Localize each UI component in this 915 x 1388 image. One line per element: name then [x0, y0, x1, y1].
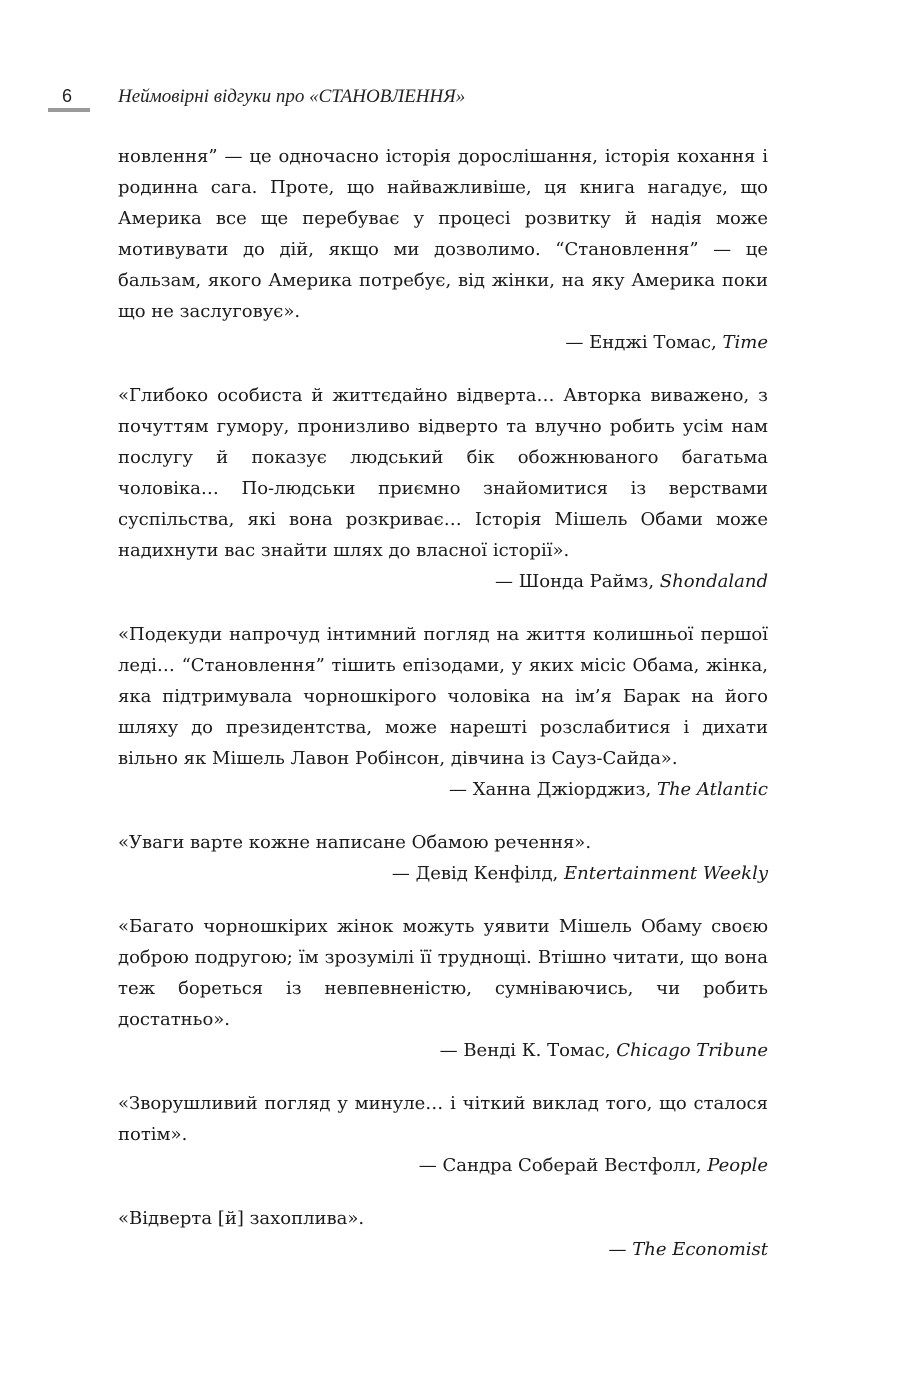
review-quote: «Зворушливий погляд у минуле… і чіткий виклад того, що сталося потім».: [118, 1093, 768, 1145]
review-attribution: [118, 1150, 768, 1181]
review-source: The Atlantic: [656, 779, 768, 800]
review-author: — Сандра Соберай Вестфолл,: [418, 1155, 702, 1176]
review-attribution: [118, 1234, 768, 1265]
review-author: — Ханна Джіорджиз,: [449, 779, 652, 800]
reviews-section: [118, 141, 768, 1287]
review-quote: «Уваги варте кожне написане Обамою речення».: [118, 832, 592, 853]
review-quote: «Багато чорношкірих жінок можуть уявити Мішель Обаму своєю доброю подругою; їм зрозумілі її труднощі. Втішно читати, що вона теж бореться із невпевненістю, сумніваючись, чи робить достатньо».: [118, 916, 768, 1030]
review-attribution: [118, 774, 768, 805]
review-author: — Венді К. Томас,: [439, 1040, 611, 1061]
review-quote: «Відверта [й] захоплива».: [118, 1208, 365, 1229]
review-source: Time: [722, 332, 768, 353]
review-item: [118, 911, 768, 1066]
review-item: [118, 380, 768, 597]
review-attribution: [118, 566, 768, 597]
review-attribution: [118, 1035, 768, 1066]
review-source: Chicago Tribune: [616, 1040, 768, 1061]
review-item: [118, 827, 768, 889]
review-quote: «Подекуди напрочуд інтимний погляд на життя колишньої першої леді… “Становлення” тішить епізодами, у яких місіс Обама, жінка, яка підтримувала чорношкірого чоловіка на ім’я Барак на його шляху до президентства, може нарешті розслабитися і дихати вільно як Мішель Лавон Робінсон, дівчина із Сауз-Сайда».: [118, 624, 768, 769]
review-source: Shondaland: [659, 571, 768, 592]
review-author: —: [608, 1239, 627, 1260]
review-attribution: [118, 327, 768, 358]
review-author: — Енджі Томас,: [565, 332, 717, 353]
review-item: [118, 141, 768, 358]
review-quote: «Глибоко особиста й життєдайно відверта… Авторка виважено, з почуттям гумору, пронизливо відверто та влучно робить усім нам послугу й показує людський бік обожнюваного багатьма чоловіка… По-людськи приємно знайомитися із верствами суспільства, які вона розкриває… Історія Мішель Обами може надихнути вас знайти шлях до власної історії».: [118, 385, 768, 561]
review-source: Entertainment Weekly: [564, 863, 768, 884]
review-source: People: [707, 1155, 768, 1176]
review-item: [118, 1203, 768, 1265]
running-title: Неймовірні відгуки про «СТАНОВЛЕННЯ»: [118, 86, 466, 107]
review-quote: новлення” — це одночасно історія дорослішання, історія кохання і родинна сага. Проте, що найважливіше, ця книга нагадує, що Америка все ще перебуває у процесі розвитку й надія може мотивувати до дій, якщо ми дозволимо. “Становлення” — це бальзам, якого Америка потребує, від жінки, на яку Америка поки що не заслуговує».: [118, 146, 768, 322]
page-number: 6: [62, 86, 73, 106]
review-item: [118, 1088, 768, 1181]
page-number-rule: [48, 108, 90, 112]
review-author: — Шонда Раймз,: [495, 571, 655, 592]
review-item: [118, 619, 768, 805]
review-author: — Девід Кенфілд,: [391, 863, 559, 884]
review-source: The Economist: [632, 1239, 768, 1260]
review-attribution: [118, 858, 768, 889]
page-header: [48, 84, 768, 114]
